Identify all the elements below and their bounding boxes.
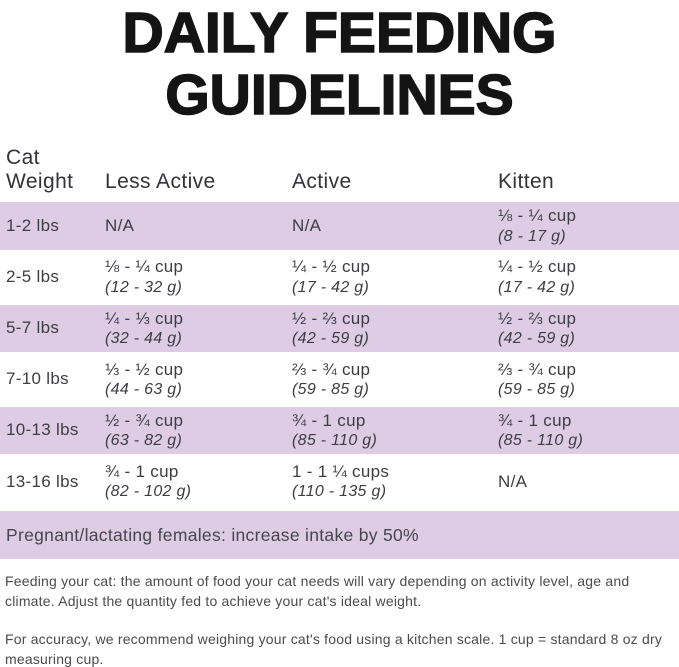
- kitten-cell: [498, 352, 679, 407]
- gram-amount: (32 - 44 g): [105, 329, 183, 347]
- cup-amount: 1 - 1 ¼ cups: [292, 461, 390, 481]
- cup-amount: N/A: [498, 471, 528, 491]
- active-cell: [292, 454, 498, 509]
- table-row: [0, 454, 679, 509]
- cup-amount: ⅓ - ½ cup: [105, 359, 184, 379]
- kitten-cell: [498, 202, 679, 249]
- less-active-cell: [105, 454, 292, 509]
- table-header: [0, 146, 679, 202]
- table-row: [0, 250, 679, 305]
- cup-amount: ¼ - ½ cup: [498, 257, 577, 277]
- less-active-cell: [105, 305, 292, 352]
- cup-amount: N/A: [105, 216, 135, 236]
- less-active-cell: [105, 352, 292, 407]
- pregnant-lactating-note-band: [0, 511, 679, 559]
- col-header-cat-weight: Cat Weight: [6, 146, 74, 193]
- gram-amount: (85 - 110 g): [498, 432, 584, 450]
- weight-cell: 5-7 lbs: [6, 318, 60, 338]
- feeding-guidelines-table: [0, 146, 679, 509]
- table-row: [0, 352, 679, 407]
- less-active-cell: [105, 202, 292, 249]
- table-row: [0, 202, 679, 249]
- col-header-active: Active: [292, 169, 352, 193]
- col-header-less-active: Less Active: [105, 169, 216, 193]
- col-header-kitten: Kitten: [498, 169, 555, 193]
- page-title-line2: GUIDELINES: [165, 63, 514, 128]
- active-cell: [292, 352, 498, 407]
- cup-amount: ¾ - 1 cup: [498, 410, 572, 430]
- less-active-cell: [105, 407, 292, 454]
- gram-amount: (17 - 42 g): [292, 278, 370, 296]
- gram-amount: (42 - 59 g): [292, 329, 370, 347]
- active-cell: [292, 202, 498, 249]
- gram-amount: (59 - 85 g): [498, 380, 576, 398]
- weight-cell: 7-10 lbs: [6, 369, 69, 389]
- gram-amount: (110 - 135 g): [292, 483, 387, 501]
- gram-amount: (42 - 59 g): [498, 329, 576, 347]
- gram-amount: (8 - 17 g): [498, 227, 566, 245]
- cup-amount: ¾ - 1 cup: [105, 461, 179, 481]
- gram-amount: (85 - 110 g): [292, 432, 378, 450]
- gram-amount: (82 - 102 g): [105, 483, 192, 501]
- weight-cell: 1-2 lbs: [6, 215, 60, 235]
- weight-cell: 13-16 lbs: [6, 471, 79, 491]
- cup-amount: ⅔ - ¾ cup: [292, 359, 371, 379]
- weight-cell: 10-13 lbs: [6, 420, 79, 440]
- page-title: [0, 2, 679, 126]
- cup-amount: ⅔ - ¾ cup: [498, 359, 577, 379]
- cup-amount: ¾ - 1 cup: [292, 410, 366, 430]
- cup-amount: ½ - ⅔ cup: [292, 308, 371, 328]
- accuracy-note: For accuracy, we recommend weighing your cat's food using a kitchen scale. 1 cup = standard 8 oz dry measuring cup.: [5, 630, 663, 667]
- less-active-cell: [105, 250, 292, 305]
- active-cell: [292, 407, 498, 454]
- gram-amount: (12 - 32 g): [105, 278, 183, 296]
- cup-amount: ⅛ - ¼ cup: [105, 257, 184, 277]
- feeding-note: Feeding your cat: the amount of food your cat needs will vary depending on activity level, age and climate. Adjust the quantity fed to achieve your cat's ideal weight.: [5, 573, 630, 610]
- cup-amount: N/A: [292, 216, 322, 236]
- kitten-cell: [498, 250, 679, 305]
- active-cell: [292, 305, 498, 352]
- cup-amount: ½ - ¾ cup: [105, 410, 184, 430]
- pregnant-lactating-note: Pregnant/lactating females: increase intake by 50%: [6, 524, 419, 545]
- cup-amount: ½ - ⅔ cup: [498, 308, 577, 328]
- cup-amount: ¼ - ½ cup: [292, 257, 371, 277]
- kitten-cell: [498, 454, 679, 509]
- cup-amount: ¼ - ⅓ cup: [105, 308, 184, 328]
- cup-amount: ⅛ - ¼ cup: [498, 206, 577, 226]
- kitten-cell: [498, 305, 679, 352]
- active-cell: [292, 250, 498, 305]
- gram-amount: (63 - 82 g): [105, 432, 183, 450]
- page-title-line1: DAILY FEEDING: [122, 1, 557, 65]
- gram-amount: (59 - 85 g): [292, 380, 370, 398]
- gram-amount: (17 - 42 g): [498, 278, 576, 296]
- gram-amount: (44 - 63 g): [105, 380, 183, 398]
- kitten-cell: [498, 407, 679, 454]
- table-row: [0, 407, 679, 454]
- weight-cell: 2-5 lbs: [6, 267, 60, 287]
- table-row: [0, 305, 679, 352]
